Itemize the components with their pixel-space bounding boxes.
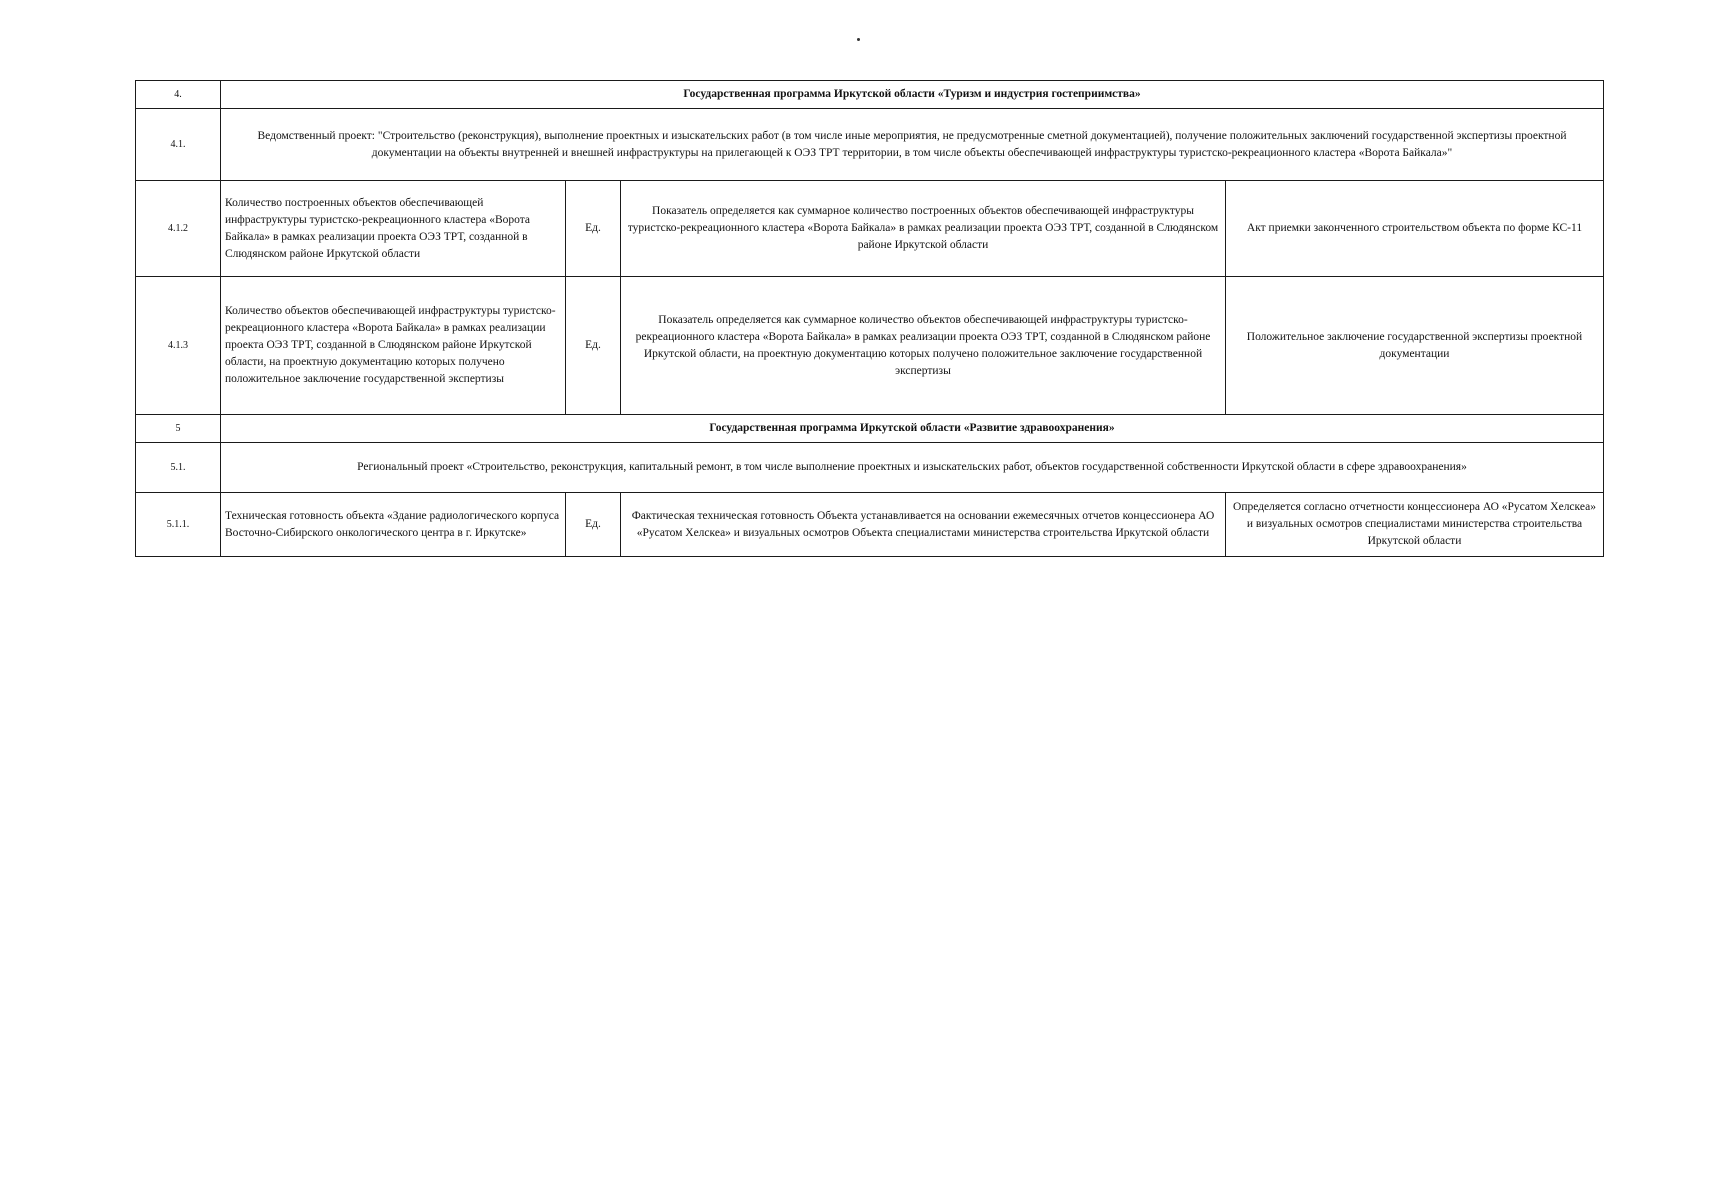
method-cell: Показатель определяется как суммарное количество объектов обеспечивающей инфраструктуры туристско-рекреационного кластера «Ворота Байкала» в рамках реализации проекта ОЭЗ ТРТ, созданной в Слюдянском районе Иркутской области, на проектную документацию которых получено положительное заключение государственной экспертизы [621, 277, 1226, 415]
section-row-5 [136, 415, 1604, 443]
project-number-cell: 5.1. [136, 443, 221, 493]
section-number-cell: 5 [136, 415, 221, 443]
unit-cell: Ед. [566, 493, 621, 557]
indicator-row-4-1-2 [136, 181, 1604, 277]
project-row-4-1 [136, 109, 1604, 181]
indicator-number-cell: 5.1.1. [136, 493, 221, 557]
indicator-row-4-1-3 [136, 277, 1604, 415]
indicator-row-5-1-1 [136, 493, 1604, 557]
project-row-5-1 [136, 443, 1604, 493]
section-title-cell: Государственная программа Иркутской области «Развитие здравоохранения» [221, 415, 1604, 443]
section-number-cell: 4. [136, 81, 221, 109]
indicator-number-cell: 4.1.3 [136, 277, 221, 415]
method-cell: Показатель определяется как суммарное количество построенных объектов обеспечивающей инфраструктуры туристско-рекреационного кластера «Ворота Байкала» в рамках реализации проекта ОЭЗ ТРТ, созданной в Слюдянском районе Иркутской области [621, 181, 1226, 277]
indicators-table [135, 80, 1604, 557]
source-cell: Положительное заключение государственной экспертизы проектной документации [1226, 277, 1604, 415]
project-number-cell: 4.1. [136, 109, 221, 181]
scan-speck [857, 38, 860, 41]
unit-cell: Ед. [566, 181, 621, 277]
project-description-cell: Ведомственный проект: "Строительство (реконструкция), выполнение проектных и изыскательских работ (в том числе иные мероприятия, не предусмотренные сметной документацией), получение положительных заключений государственной экспертизы проектной документации на объекты внутренней и внешней инфраструктуры на прилегающей к ОЭЗ ТРТ территории, в том числе объекты обеспечивающей инфраструктуры туристско-рекреационного кластера «Ворота Байкала»" [221, 109, 1604, 181]
unit-cell: Ед. [566, 277, 621, 415]
indicator-name-cell: Техническая готовность объекта «Здание радиологического корпуса Восточно-Сибирского онкологического центра в г. Иркутске» [221, 493, 566, 557]
indicator-number-cell: 4.1.2 [136, 181, 221, 277]
source-cell: Акт приемки законченного строительством объекта по форме КС-11 [1226, 181, 1604, 277]
method-cell: Фактическая техническая готовность Объекта устанавливается на основании ежемесячных отчетов концессионера АО «Русатом Хелскеа» и визуальных осмотров Объекта специалистами министерства строительства Иркутской области [621, 493, 1226, 557]
indicator-name-cell: Количество объектов обеспечивающей инфраструктуры туристско-рекреационного кластера «Ворота Байкала» в рамках реализации проекта ОЭЗ ТРТ, созданной в Слюдянском районе Иркутской области, на проектную документацию которых получено положительное заключение государственной экспертизы [221, 277, 566, 415]
project-description-cell: Региональный проект «Строительство, реконструкция, капитальный ремонт, в том числе выполнение проектных и изыскательских работ, объектов государственной собственности Иркутской области в сфере здравоохранения» [221, 443, 1604, 493]
indicator-name-cell: Количество построенных объектов обеспечивающей инфраструктуры туристско-рекреационного кластера «Ворота Байкала» в рамках реализации проекта ОЭЗ ТРТ, созданной в Слюдянском районе Иркутской области [221, 181, 566, 277]
section-title-cell: Государственная программа Иркутской области «Туризм и индустрия гостеприимства» [221, 81, 1604, 109]
section-row-4 [136, 81, 1604, 109]
source-cell: Определяется согласно отчетности концессионера АО «Русатом Хелскеа» и визуальных осмотров специалистами министерства строительства Иркутской области [1226, 493, 1604, 557]
